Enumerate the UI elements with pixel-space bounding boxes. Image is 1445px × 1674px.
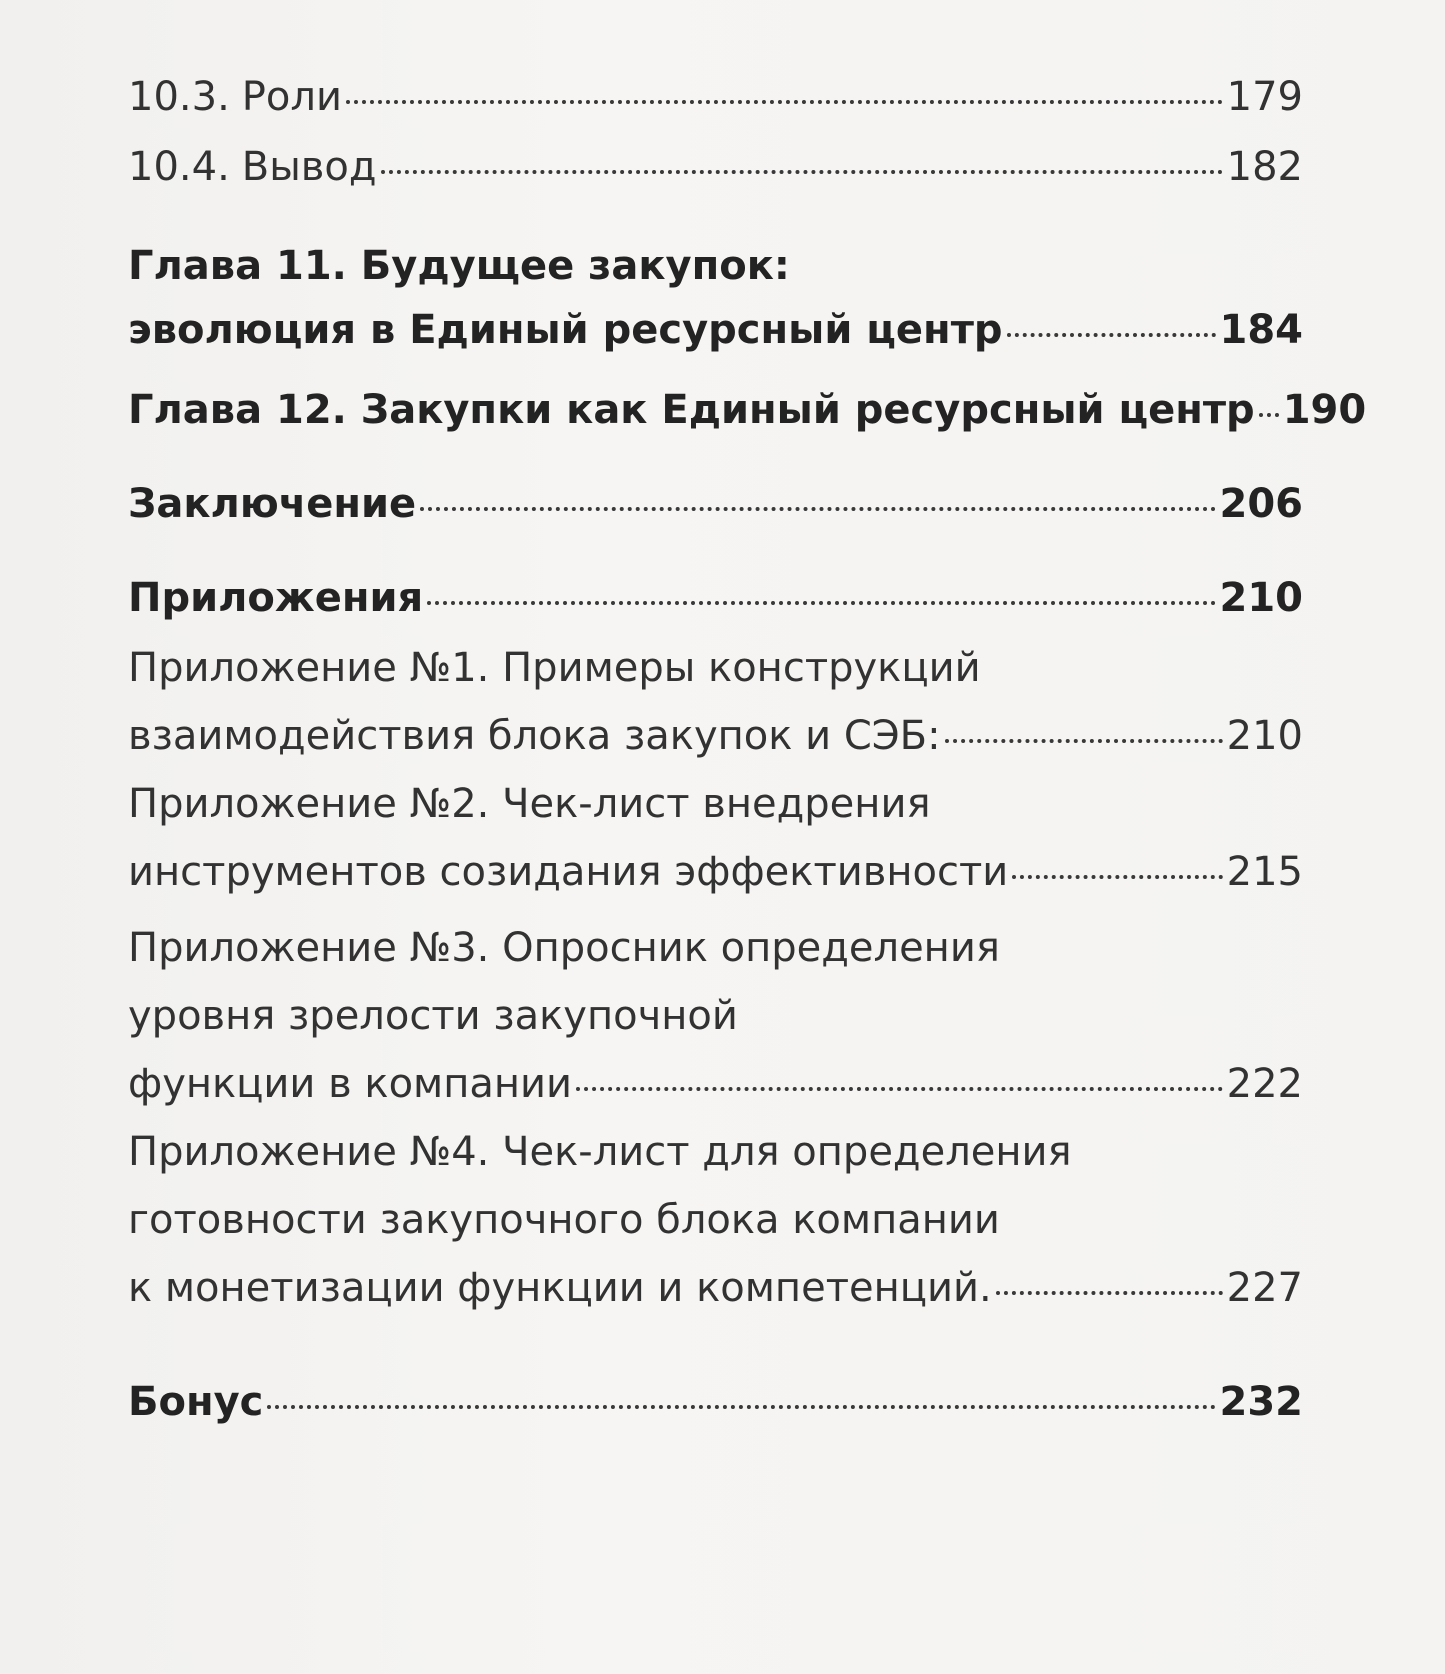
leader-dots — [576, 1087, 1223, 1091]
toc-entry-conclusion[interactable] — [128, 472, 1303, 536]
chapter-title: Глава 12. Закупки как Единый ресурсный центр — [128, 387, 1255, 433]
entry-page: 215 — [1226, 849, 1303, 895]
appendix-title-line: инструментов созидания эффективности — [128, 849, 1009, 895]
chapter-title: Бонус — [128, 1379, 264, 1425]
leader-dots — [381, 170, 1223, 174]
appendix-title-line: взаимодействия блока закупок и СЭБ: — [128, 713, 941, 759]
toc-entry-10-4[interactable] — [128, 132, 1303, 202]
leader-dots — [1012, 875, 1222, 879]
leader-dots — [996, 1291, 1223, 1295]
chapter-title: Заключение — [128, 481, 417, 527]
leader-dots — [420, 507, 1215, 511]
entry-page: 222 — [1226, 1061, 1303, 1107]
toc-entry-chapter-11[interactable] — [128, 234, 1303, 362]
appendix-title-line: Приложение №1. Примеры конструкций — [128, 645, 981, 691]
chapter-title: Приложения — [128, 575, 424, 621]
entry-page: 232 — [1219, 1379, 1303, 1425]
leader-dots — [1259, 413, 1279, 417]
leader-dots — [346, 100, 1223, 104]
appendix-title-line: готовности закупочного блока компании — [128, 1197, 1000, 1243]
leader-dots — [427, 601, 1215, 605]
toc-entry-10-3[interactable] — [128, 62, 1303, 132]
chapter-title-line: эволюция в Единый ресурсный центр — [128, 307, 1003, 353]
entry-page: 210 — [1226, 713, 1303, 759]
appendix-title-line: Приложение №2. Чек-лист внедрения — [128, 781, 931, 827]
chapter-title-line: Глава 11. Будущее закупок: — [128, 243, 790, 289]
appendix-title-line: к монетизации функции и компетенций. — [128, 1265, 992, 1311]
toc-entry-appendix-4[interactable] — [128, 1118, 1303, 1322]
entry-number: 10.3. — [128, 74, 230, 120]
toc-entry-appendices[interactable] — [128, 566, 1303, 630]
toc-entry-bonus[interactable] — [128, 1370, 1303, 1434]
toc-entry-chapter-12[interactable] — [128, 378, 1367, 442]
entry-page: 182 — [1226, 144, 1303, 190]
entry-page: 184 — [1219, 307, 1303, 353]
leader-dots — [267, 1405, 1215, 1409]
appendix-title-line: Приложение №3. Опросник определения — [128, 925, 1000, 971]
entry-page: 227 — [1226, 1265, 1303, 1311]
entry-page: 206 — [1219, 481, 1303, 527]
appendix-title-line: Приложение №4. Чек-лист для определения — [128, 1129, 1072, 1175]
entry-page: 210 — [1219, 575, 1303, 621]
leader-dots — [1007, 333, 1216, 337]
entry-title: Вывод — [241, 144, 377, 190]
leader-dots — [945, 739, 1223, 743]
entry-page: 179 — [1226, 74, 1303, 120]
entry-page: 190 — [1282, 387, 1367, 433]
entry-number: 10.4. — [128, 144, 230, 190]
toc-entry-appendix-2[interactable] — [128, 770, 1303, 906]
entry-title: Роли — [241, 74, 342, 120]
appendix-title-line: уровня зрелости закупочной — [128, 993, 738, 1039]
appendix-title-line: функции в компании — [128, 1061, 573, 1107]
toc-entry-appendix-3[interactable] — [128, 914, 1303, 1118]
toc-entry-appendix-1[interactable] — [128, 634, 1303, 770]
